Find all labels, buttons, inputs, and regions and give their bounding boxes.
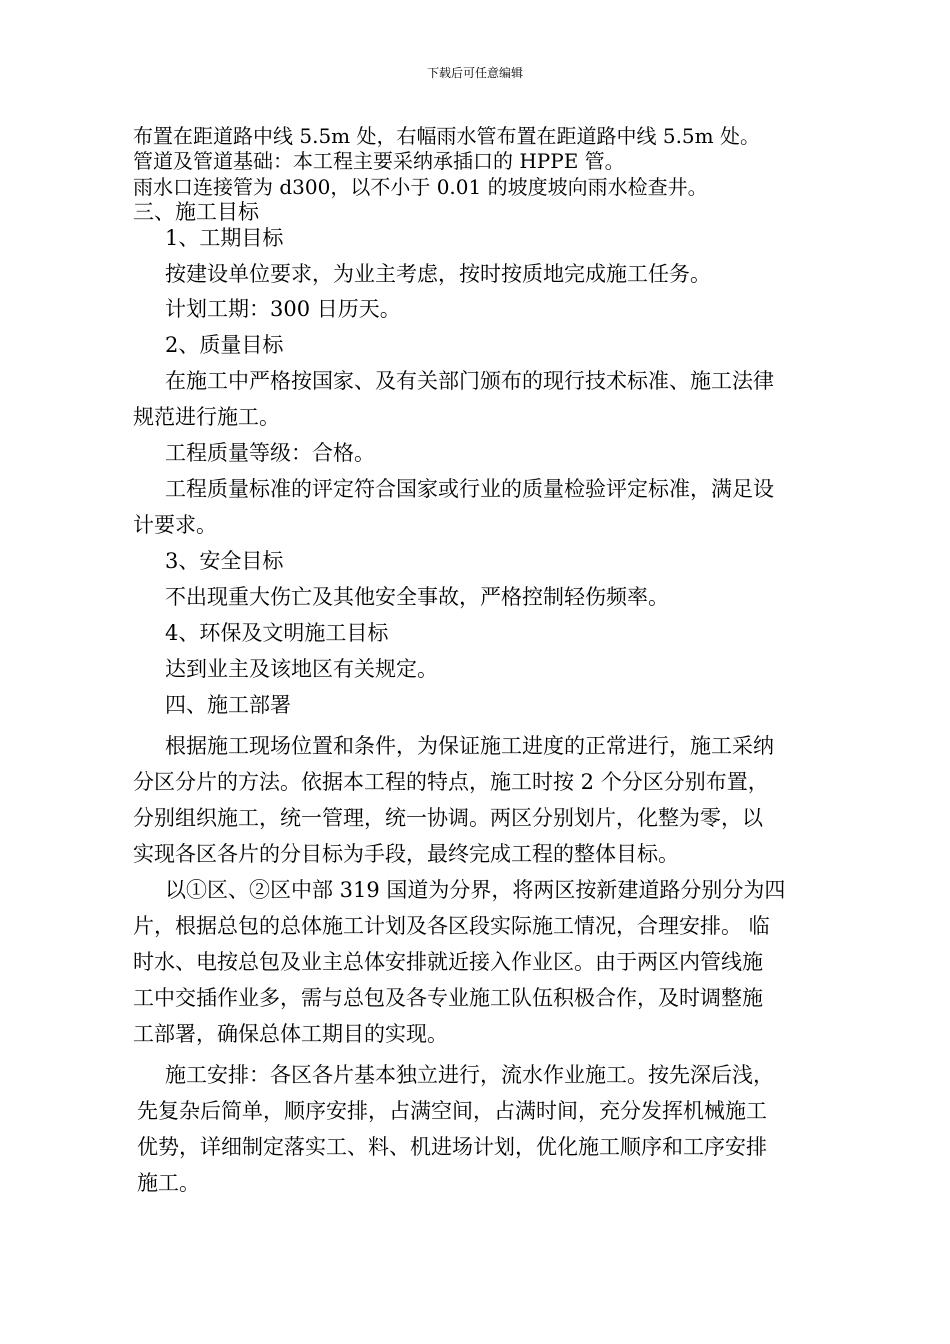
text-line: 工中交插作业多，需与总包及各专业施工队伍积极合作，及时调整施	[133, 986, 763, 1010]
text-line: 施工。	[137, 1171, 200, 1195]
text-line: 达到业主及该地区有关规定。	[165, 657, 438, 681]
text-line: 布置在距道路中线 5.5m 处，右幅雨水管布置在距道路中线 5.5m 处。	[133, 124, 760, 148]
text-line: 以①区、②区中部 319 国道为分界，将两区按新建道路分别分为四	[165, 878, 786, 902]
text-line: 时水、电按总包及业主总体安排就近接入作业区。由于两区内管线施	[133, 950, 763, 974]
text-line: 分区分片的方法。依据本工程的特点，施工时按 2 个分区分别布置，	[133, 770, 769, 794]
text-line: 规范进行施工。	[133, 405, 280, 429]
text-line: 雨水口连接管为 d300，以不小于 0.01 的坡度坡向雨水检查井。	[133, 175, 708, 199]
subsection-heading: 2、质量目标	[165, 333, 284, 357]
section-heading: 三、施工目标	[133, 200, 259, 224]
text-line: 实现各区各片的分目标为手段，最终完成工程的整体目标。	[133, 842, 679, 866]
page-header: 下载后可任意编辑	[426, 66, 523, 80]
text-line: 先复杂后简单，顺序安排，占满空间，占满时间，充分发挥机械施工	[137, 1099, 767, 1123]
text-line: 管道及管道基础：本工程主要采纳承插口的 HPPE 管。	[133, 149, 625, 173]
text-line: 根据施工现场位置和条件，为保证施工进度的正常进行，施工采纳	[165, 734, 774, 758]
text-line: 按建设单位要求，为业主考虑，按时按质地完成施工任务。	[165, 262, 711, 286]
text-line: 在施工中严格按国家、及有关部门颁布的现行技术标准、施工法律	[165, 369, 774, 393]
text-line: 计划工期：300 日历天。	[165, 297, 401, 321]
subsection-heading: 3、安全目标	[165, 549, 284, 573]
text-line: 工程质量等级：合格。	[165, 441, 375, 465]
text-line: 工程质量标准的评定符合国家或行业的质量检验评定标准，满足设	[165, 477, 774, 501]
text-line: 片，根据总包的总体施工计划及各区段实际施工情况，合理安排。 临	[133, 914, 770, 938]
subsection-heading: 4、环保及文明施工目标	[165, 621, 389, 645]
text-line: 计要求。	[133, 513, 217, 537]
section-heading: 四、施工部署	[165, 693, 291, 717]
subsection-heading: 1、工期目标	[165, 226, 284, 250]
text-line: 不出现重大伤亡及其他安全事故，严格控制轻伤频率。	[165, 585, 669, 609]
text-line: 工部署，确保总体工期目的实现。	[133, 1022, 448, 1046]
text-line: 施工安排：各区各片基本独立进行，流水作业施工。按先深后浅，	[165, 1063, 774, 1087]
text-line: 优势，详细制定落实工、料、机进场计划，优化施工顺序和工序安排	[137, 1135, 767, 1159]
text-line: 分别组织施工，统一管理，统一协调。两区分别划片，化整为零，以	[133, 806, 763, 830]
